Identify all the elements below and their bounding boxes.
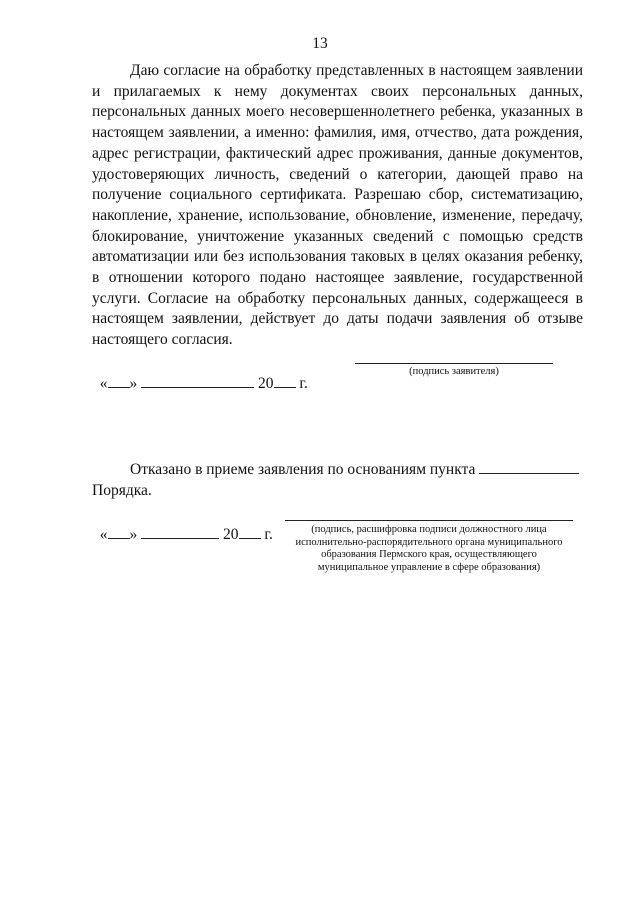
open-quote: « — [99, 526, 108, 543]
year-prefix: 20 — [223, 526, 239, 543]
official-caption-line: образования Пермского края, осуществляющего — [321, 549, 537, 560]
refusal-text-end: Порядка. — [92, 482, 152, 499]
official-caption-line: исполнительно-распорядительного органа муниципального — [295, 536, 563, 548]
applicant-date-line — [92, 356, 308, 393]
applicant-signature-line — [355, 363, 553, 364]
close-quote: » — [129, 526, 138, 543]
official-date-line — [92, 507, 273, 544]
open-quote: « — [99, 375, 108, 392]
year-prefix: 20 — [258, 375, 274, 392]
year-suffix: г. — [299, 375, 308, 392]
official-caption-line: муниципальное управление в сфере образования) — [317, 561, 541, 573]
official-signature-caption — [270, 524, 588, 574]
consent-paragraph: Даю согласие на обработку представленных в настоящем заявлении и прилагаемых к нему документах своих персональных данных, персональных данных моего несовершеннолетнего ребенка, указанных в настоящем заявлении, а именно: фамилия, имя, отчество, дата рождения, адрес регистрации, фактический адрес проживания, данные документов, удостоверяющих личность, сведений о категории, дающей право на получение социального сертификата. Разрешаю сбор, систематизацию, накопление, хранение, использование, обновление, изменение, передачу, блокирование, уничтожение указанных сведений с помощью средств автоматизации или без использования таковых в целях оказания ребенку, в отношении которого подано настоящее заявление, государственной услуги. Согласие на обработку персональных данных, содержащееся в настоящем заявлении, действует до даты подачи заявления об отзыве настоящего согласия. — [92, 62, 583, 349]
close-quote: » — [129, 375, 138, 392]
refusal-text: Отказано в приеме заявления по основаниям пункта — [130, 461, 476, 478]
page-number: 13 — [312, 35, 328, 52]
refusal-clause-blank — [479, 459, 579, 474]
refusal-paragraph — [92, 459, 583, 501]
applicant-signature-caption: (подпись заявителя) — [409, 366, 499, 377]
year-suffix: г. — [264, 526, 273, 543]
official-signature-line — [285, 520, 573, 521]
official-caption-line: (подпись, расшифровка подписи должностного лица — [311, 524, 547, 535]
